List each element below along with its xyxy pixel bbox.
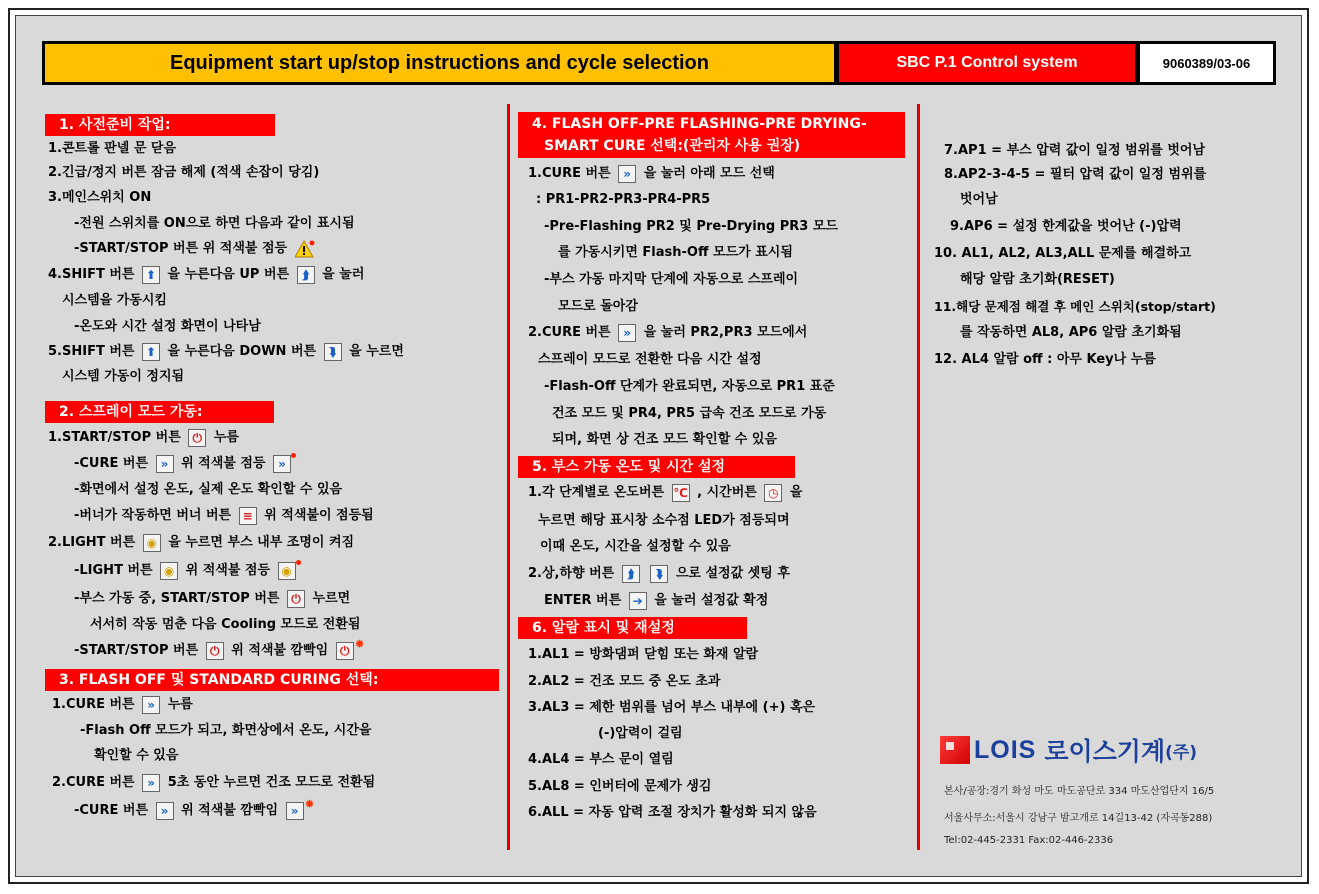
text-line bbox=[74, 238, 318, 260]
text-fragment: 위 적색불 점등 bbox=[185, 563, 271, 578]
text-line: 이때 온도, 시간을 설정할 수 있음 bbox=[540, 539, 731, 554]
double-chevron-right-icon: » bbox=[156, 455, 174, 473]
text-line: 2.긴급/정지 버튼 잠금 해제 (적색 손잡이 당김) bbox=[48, 165, 320, 180]
company-logo bbox=[940, 732, 1197, 768]
text-fragment: -버너가 작동하면 버너 버튼 bbox=[74, 508, 232, 523]
text-fragment: 4.SHIFT 버튼 bbox=[48, 267, 135, 282]
double-chevron-right-lit-icon: » bbox=[273, 455, 291, 473]
text-fragment: 을 누르면 부스 내부 조명이 켜짐 bbox=[168, 535, 355, 550]
text-line: -Flash Off 모드가 되고, 화면상에서 온도, 시간을 bbox=[80, 723, 372, 738]
section-title-alarms: 6. 알람 표시 및 재설정 bbox=[518, 617, 747, 639]
light-bulb-icon: ◉ bbox=[143, 534, 161, 552]
text-fragment: 1.START/STOP 버튼 bbox=[48, 430, 181, 445]
text-line: 벗어남 bbox=[960, 192, 998, 207]
text-line: 3.메인스위치 ON bbox=[48, 190, 152, 205]
text-line bbox=[48, 264, 364, 286]
double-chevron-right-icon: » bbox=[142, 696, 160, 714]
text-line: 확인할 수 있음 bbox=[94, 748, 179, 763]
double-chevron-right-icon: » bbox=[618, 165, 636, 183]
text-line bbox=[48, 427, 239, 449]
burner-icon: ≡ bbox=[239, 507, 257, 525]
power-icon: ⏻ bbox=[206, 642, 224, 660]
light-bulb-icon: ◉ bbox=[160, 562, 178, 580]
thermometer-icon: ℃ bbox=[673, 485, 688, 500]
text-line: -부스 가동 마지막 단계에 자동으로 스프레이 bbox=[544, 272, 799, 287]
text-fragment: -부스 가동 중, START/STOP 버튼 bbox=[74, 591, 280, 606]
section-title-temp-time: 5. 부스 가동 온도 및 시간 설정 bbox=[518, 456, 795, 478]
section-title-line: SMART CURE 선택:(관리자 사용 권장) bbox=[544, 138, 801, 154]
light-bulb-lit-icon: ◉ bbox=[278, 562, 296, 580]
text-line bbox=[48, 532, 354, 554]
text-line: 5.AL8 = 인버터에 문제가 생김 bbox=[528, 779, 712, 794]
text-line: 4.AL4 = 부스 문이 열림 bbox=[528, 752, 674, 767]
text-line bbox=[528, 163, 775, 185]
text-line: (-)압력이 걸림 bbox=[598, 726, 683, 741]
clock-icon: ◷ bbox=[764, 484, 782, 502]
warning-icon bbox=[295, 240, 315, 258]
text-line: -온도와 시간 설정 화면이 나타남 bbox=[74, 319, 261, 334]
text-line: 건조 모드 및 PR4, PR5 급속 건조 모드로 가동 bbox=[552, 406, 827, 421]
text-fragment: 누름 bbox=[213, 430, 239, 445]
column-divider-2 bbox=[917, 104, 920, 850]
double-chevron-right-blinking-icon: » ✹ bbox=[286, 802, 304, 820]
text-fragment: -CURE 버튼 bbox=[74, 456, 149, 471]
text-line bbox=[528, 563, 790, 585]
text-line bbox=[74, 796, 315, 822]
text-line: 누르면 해당 표시창 소수점 LED가 점등되며 bbox=[538, 513, 790, 528]
text-line: 모드로 돌아감 bbox=[558, 299, 638, 314]
text-fragment: 누르면 bbox=[312, 591, 351, 606]
text-line: 6.ALL = 자동 압력 조절 장치가 활성화 되지 않음 bbox=[528, 805, 817, 820]
text-fragment: 5초 동안 누르면 건조 모드로 전환됨 bbox=[167, 775, 376, 790]
power-icon: ⏻ bbox=[287, 590, 305, 608]
text-fragment: 누름 bbox=[167, 697, 193, 712]
text-fragment: 위 적색불 깜빡임 bbox=[231, 643, 329, 658]
text-line: 10. AL1, AL2, AL3,ALL 문제를 해결하고 bbox=[934, 246, 1192, 261]
logo-text-ko: 로이스기계 bbox=[1044, 737, 1166, 766]
double-chevron-down-icon: ⮯ bbox=[324, 343, 342, 361]
text-fragment: 을 눌러 아래 모드 선택 bbox=[643, 166, 775, 181]
text-fragment: 1.각 단계별로 온도버튼 bbox=[528, 485, 665, 500]
text-fragment: 2.CURE 버튼 bbox=[52, 775, 135, 790]
text-fragment: 2.LIGHT 버튼 bbox=[48, 535, 136, 550]
logo-text-en: LOIS bbox=[974, 735, 1037, 764]
text-line: 12. AL4 알람 off : 아무 Key나 누름 bbox=[934, 352, 1156, 367]
double-chevron-up-icon: ⮭ bbox=[622, 565, 640, 583]
text-fragment: -LIGHT 버튼 bbox=[74, 563, 153, 578]
text-fragment: 2.CURE 버튼 bbox=[528, 325, 611, 340]
text-line bbox=[544, 590, 768, 612]
text-line: 를 가동시키면 Flash-Off 모드가 표시됨 bbox=[558, 245, 793, 260]
section-title-smart-cure bbox=[518, 112, 905, 158]
text-fragment: -CURE 버튼 bbox=[74, 803, 149, 818]
text-line: 시스템 가동이 정지됨 bbox=[62, 369, 185, 384]
text-fragment: 1.CURE 버튼 bbox=[52, 697, 135, 712]
text-line: 시스템을 가동시킴 bbox=[62, 293, 167, 308]
text-line bbox=[74, 560, 299, 582]
text-fragment: -START/STOP 버튼 위 적색불 점등 bbox=[74, 241, 288, 256]
enter-arrow-icon: ➔ bbox=[629, 592, 647, 610]
text-fragment: 을 누른다음 UP 버튼 bbox=[167, 267, 290, 282]
text-fragment: 5.SHIFT 버튼 bbox=[48, 344, 135, 359]
text-line bbox=[52, 694, 193, 716]
text-fragment: 1.CURE 버튼 bbox=[528, 166, 611, 181]
text-line bbox=[74, 505, 374, 527]
text-line: -Flash-Off 단계가 완료되면, 자동으로 PR1 표준 bbox=[544, 379, 835, 394]
text-line: -화면에서 설정 온도, 실제 온도 확인할 수 있음 bbox=[74, 482, 343, 497]
address-hq: 본사/공장:경기 화성 마도 마도공단로 334 마도산업단지 16/5 bbox=[944, 786, 1215, 797]
contact-info: Tel:02-445-2331 Fax:02-446-2336 bbox=[944, 835, 1114, 846]
text-line: -전원 스위치를 ON으로 하면 다음과 같이 표시됨 bbox=[74, 216, 355, 231]
section-title-line: 4. FLASH OFF-PRE FLASHING-PRE DRYING- bbox=[532, 116, 867, 132]
text-line: 해당 알람 초기화(RESET) bbox=[960, 272, 1115, 287]
text-fragment: 위 적색불이 점등됨 bbox=[264, 508, 374, 523]
text-fragment: 을 눌러 PR2,PR3 모드에서 bbox=[643, 325, 808, 340]
text-fragment: 을 눌러 설정값 확정 bbox=[654, 593, 769, 608]
shift-up-arrow-icon: ⬆ bbox=[142, 343, 160, 361]
text-line bbox=[74, 636, 365, 662]
text-line: 를 작동하면 AL8, AP6 알람 초기화됨 bbox=[960, 325, 1182, 340]
text-fragment: 을 눌러 bbox=[322, 267, 365, 282]
text-line: 9.AP6 = 설정 한계값을 벗어난 (-)압력 bbox=[950, 219, 1182, 234]
text-fragment: ENTER 버튼 bbox=[544, 593, 622, 608]
text-line bbox=[48, 341, 404, 363]
double-chevron-right-icon: » bbox=[142, 774, 160, 792]
logo-suffix: (주) bbox=[1165, 742, 1198, 763]
double-chevron-up-icon: ⮭ bbox=[297, 266, 315, 284]
text-fragment: 위 적색불 점등 bbox=[181, 456, 266, 471]
double-chevron-down-icon: ⮯ bbox=[650, 565, 668, 583]
text-line bbox=[528, 482, 802, 504]
text-line: 서서히 작동 멈춘 다음 Cooling 모드로 전환됨 bbox=[90, 617, 361, 632]
text-line bbox=[74, 588, 350, 610]
system-name: SBC P.1 Control system bbox=[836, 41, 1138, 85]
text-line: 3.AL3 = 제한 범위를 넘어 부스 내부에 (+) 혹은 bbox=[528, 700, 816, 715]
power-icon: ⏻ bbox=[188, 429, 206, 447]
text-line: : PR1-PR2-PR3-PR4-PR5 bbox=[536, 192, 711, 207]
page-title: Equipment start up/stop instructions and cycle selection bbox=[42, 41, 837, 85]
text-fragment: 2.상,하향 버튼 bbox=[528, 566, 615, 581]
text-fragment: 을 누른다음 DOWN 버튼 bbox=[167, 344, 317, 359]
text-line bbox=[528, 322, 807, 344]
text-line: 8.AP2-3-4-5 = 필터 압력 값이 일정 범위를 bbox=[944, 167, 1207, 182]
text-line: 1.콘트롤 판넬 문 닫음 bbox=[48, 141, 177, 156]
text-line bbox=[74, 453, 294, 475]
section-title-flash-off: 3. FLASH OFF 및 STANDARD CURING 선택: bbox=[45, 669, 499, 691]
text-line bbox=[52, 772, 375, 794]
text-line: 스프레이 모드로 전환한 다음 시간 설정 bbox=[538, 352, 762, 367]
address-seoul: 서울사무소:서울시 강남구 밤고개로 14길13-42 (자곡동288) bbox=[944, 813, 1213, 824]
text-line: 11.해당 문제점 해결 후 메인 스위치(stop/start) bbox=[934, 299, 1216, 314]
text-fragment: 을 bbox=[789, 485, 803, 500]
section-title-spray: 2. 스프레이 모드 가동: bbox=[45, 401, 274, 423]
logo-mark-icon bbox=[940, 736, 970, 764]
text-fragment: 으로 설정값 셋팅 후 bbox=[675, 566, 790, 581]
text-line: 되며, 화면 상 건조 모드 확인할 수 있음 bbox=[552, 432, 777, 447]
power-blinking-icon: ⏻ ✹ bbox=[336, 642, 354, 660]
shift-up-arrow-icon: ⬆ bbox=[142, 266, 160, 284]
text-fragment: , 시간버튼 bbox=[697, 485, 757, 500]
text-line: -Pre-Flashing PR2 및 Pre-Drying PR3 모드 bbox=[544, 219, 838, 234]
text-line: 7.AP1 = 부스 압력 값이 일정 범위를 벗어남 bbox=[944, 143, 1206, 158]
section-title-prep: 1. 사전준비 작업: bbox=[45, 114, 275, 136]
text-line: 1.AL1 = 방화댐퍼 닫힘 또는 화재 알람 bbox=[528, 647, 759, 662]
document-code: 9060389/03-06 bbox=[1137, 41, 1276, 85]
double-chevron-right-icon: » bbox=[156, 802, 174, 820]
text-line: 2.AL2 = 건조 모드 중 온도 초과 bbox=[528, 674, 721, 689]
column-divider-1 bbox=[507, 104, 510, 850]
text-fragment: 위 적색불 깜빡임 bbox=[181, 803, 279, 818]
text-fragment: -START/STOP 버튼 bbox=[74, 643, 199, 658]
text-fragment: 을 누르면 bbox=[349, 344, 404, 359]
double-chevron-right-icon: » bbox=[618, 324, 636, 342]
